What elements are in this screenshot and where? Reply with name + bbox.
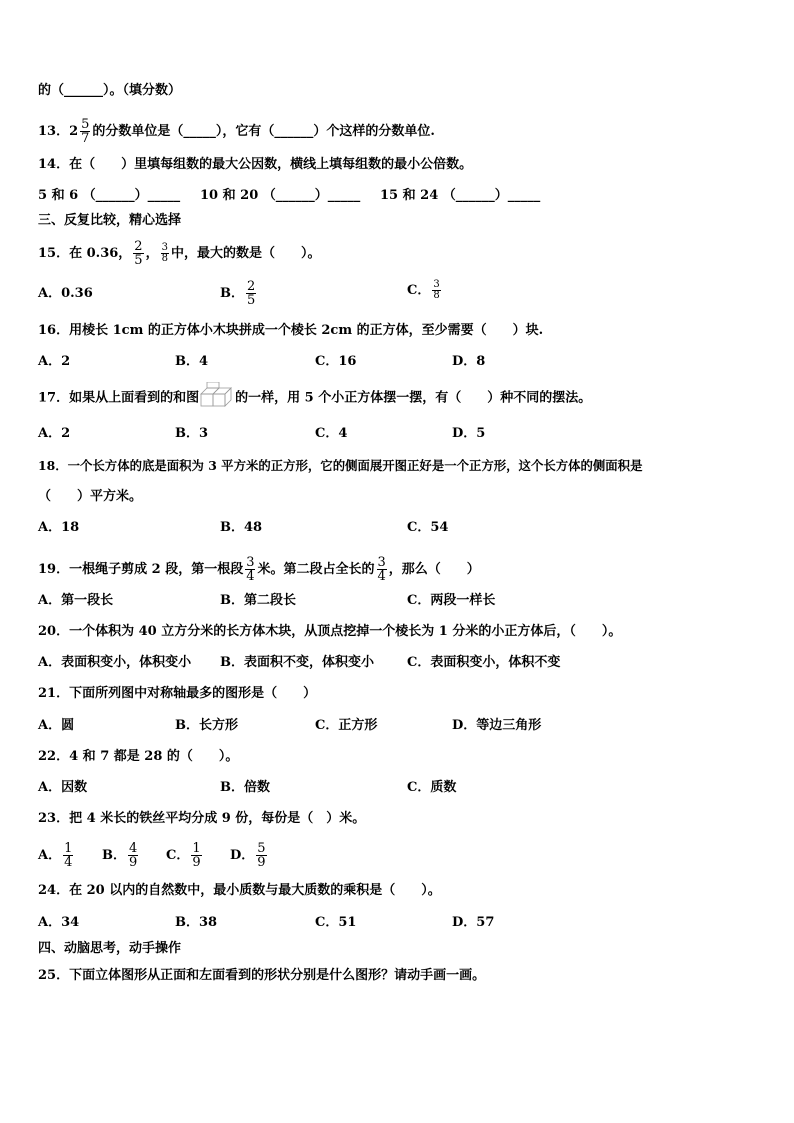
q23-c-num: 1 — [192, 841, 201, 856]
q23-b-den: 9 — [129, 855, 138, 870]
q15-c-num: 3 — [433, 279, 440, 290]
q13-frac-num: 5 — [81, 117, 90, 132]
q15-c-den: 8 — [433, 290, 440, 301]
q19-pre: 19．一根绳子剪成 2 段，第一根段 — [38, 562, 244, 577]
q15-b-frac — [246, 280, 256, 307]
question-13 — [38, 118, 435, 145]
question-16: 16．用棱长 1cm 的正方体小木块拼成一个棱长 2cm 的正方体，至少需要（ ）块. — [38, 323, 544, 338]
q16-option-c: C．16 — [315, 354, 357, 369]
q15-c-frac — [432, 280, 440, 301]
q16-option-b: B．4 — [175, 354, 209, 369]
q23-c-den: 9 — [192, 855, 201, 870]
q12-continuation: 的（______）。（填分数） — [38, 83, 182, 98]
q23-option-d — [230, 842, 269, 869]
q16-option-d: D．8 — [452, 354, 486, 369]
q21-option-b: B．长方形 — [175, 718, 238, 733]
q17-pre: 17．如果从上面看到的和图 — [38, 390, 200, 406]
q17-option-c: C．4 — [315, 426, 348, 441]
q23-d-num: 5 — [257, 841, 266, 856]
q17-option-d: D．5 — [452, 426, 486, 441]
q15-sep: ， — [145, 246, 159, 261]
q23-d-den: 9 — [257, 855, 266, 870]
q23-a-num: 1 — [64, 841, 73, 856]
q19-f1-den: 4 — [246, 569, 255, 584]
q19-frac-1 — [245, 556, 255, 583]
q15-frac-2 — [161, 243, 169, 264]
q18-option-b: B．48 — [220, 520, 263, 535]
q17-option-b: B．3 — [175, 426, 209, 441]
q13-text: 的分数单位是（_____），它有（______）个这样的分数单位. — [92, 124, 435, 139]
q19-post: ，那么（ ） — [388, 562, 480, 577]
q24-option-c: C．51 — [315, 915, 357, 930]
q19-option-b: B．第二段长 — [220, 593, 296, 608]
q15-b-label: B． — [220, 286, 244, 301]
q15-option-c — [407, 280, 443, 301]
question-18-line1: 18．一个长方体的底是面积为 3 平方米的正方形，它的侧面展开图正好是一个正方形，这个长方体的侧面积是 — [38, 458, 643, 473]
q22-option-b: B．倍数 — [220, 780, 270, 795]
q23-option-c — [166, 842, 204, 869]
q19-f2-num: 3 — [377, 555, 386, 570]
question-17 — [38, 390, 591, 407]
q20-option-a: A．表面积变小，体积变小 — [38, 655, 192, 670]
q20-option-b: B．表面积不变，体积变小 — [220, 655, 374, 670]
question-23: 23．把 4 米长的铁丝平均分成 9 份，每份是（ ）米。 — [38, 811, 366, 826]
q24-option-d: D．57 — [452, 915, 495, 930]
q15-post: 中，最大的数是（ ）。 — [170, 246, 321, 261]
q16-option-a: A．2 — [38, 354, 71, 369]
question-22: 22．4 和 7 都是 28 的（ ）。 — [38, 749, 239, 764]
q15-b-num: 2 — [247, 279, 256, 294]
q15-frac-1 — [133, 240, 143, 267]
q19-f1-num: 3 — [246, 555, 255, 570]
q20-option-c: C．表面积变小，体积不变 — [407, 655, 561, 670]
q24-option-b: B．38 — [175, 915, 218, 930]
section-4-heading: 四、动脑思考，动手操作 — [38, 941, 182, 956]
q14-pair-3: 15 和 24 （______）_____ — [380, 188, 541, 203]
q22-option-c: C．质数 — [407, 780, 457, 795]
q15-f2-num: 3 — [161, 242, 168, 253]
section-3-heading: 三、反复比较，精心选择 — [38, 213, 182, 228]
q13-frac-den: 7 — [81, 131, 90, 146]
q21-option-c: C．正方形 — [315, 718, 378, 733]
q23-b-num: 4 — [129, 841, 138, 856]
q23-c-frac — [191, 842, 201, 869]
q23-a-frac — [63, 842, 73, 869]
q23-d-label: D． — [230, 848, 255, 863]
q14-pair-1: 5 和 6 （______）_____ — [38, 188, 181, 203]
q18-option-a: A．18 — [38, 520, 80, 535]
q21-option-a: A．圆 — [38, 718, 75, 733]
q23-c-label: C． — [166, 848, 190, 863]
q13-fraction — [80, 118, 90, 145]
q21-option-d: D．等边三角形 — [452, 718, 542, 733]
q19-option-c: C．两段一样长 — [407, 593, 496, 608]
q23-option-a — [38, 842, 75, 869]
question-25: 25．下面立体图形从正面和左面看到的形状分别是什么图形？请动手画一画。 — [38, 968, 486, 983]
q15-option-b — [220, 280, 258, 307]
q23-b-label: B． — [102, 848, 126, 863]
q15-pre: 15．在 0.36， — [38, 246, 132, 261]
q15-c-label: C． — [407, 283, 431, 298]
q24-option-a: A．34 — [38, 915, 80, 930]
q15-b-den: 5 — [247, 293, 256, 308]
q23-d-frac — [256, 842, 266, 869]
question-20: 20．一个体积为 40 立方分米的长方体木块，从顶点挖掉一个棱长为 1 分米的小正方体后，（ ）。 — [38, 624, 622, 639]
q23-a-den: 4 — [64, 855, 73, 870]
q17-post: 的一样，用 5 个小正方体摆一摆，有（ ）种不同的摆法。 — [235, 390, 592, 406]
question-24: 24．在 20 以内的自然数中，最小质数与最大质数的乘积是（ ）。 — [38, 883, 441, 898]
question-15 — [38, 240, 320, 267]
q19-mid: 米。第二段占全长的 — [257, 562, 375, 577]
cube-view-figure — [199, 382, 235, 412]
q23-a-label: A． — [38, 848, 62, 863]
q19-frac-2 — [377, 556, 387, 583]
q23-option-b — [102, 842, 140, 869]
q14-pair-2: 10 和 20 （______）_____ — [200, 188, 361, 203]
question-21: 21．下面所列图中对称轴最多的图形是（ ） — [38, 686, 317, 701]
q18-option-c: C．54 — [407, 520, 449, 535]
q15-f1-den: 5 — [134, 253, 143, 268]
q13-number: 13． — [38, 124, 70, 139]
q15-f2-den: 8 — [161, 253, 168, 264]
q23-b-frac — [128, 842, 138, 869]
question-19 — [38, 556, 480, 583]
q15-option-a: A．0.36 — [38, 286, 93, 301]
question-14: 14．在（ ）里填每组数的最大公因数，横线上填每组数的最小公倍数。 — [38, 157, 473, 172]
q15-f1-num: 2 — [134, 239, 143, 254]
q19-f2-den: 4 — [377, 569, 386, 584]
q17-option-a: A．2 — [38, 426, 71, 441]
q22-option-a: A．因数 — [38, 780, 88, 795]
question-18-line2: （ ）平方米。 — [38, 489, 143, 504]
q13-whole: 2 — [69, 124, 79, 139]
q19-option-a: A．第一段长 — [38, 593, 114, 608]
